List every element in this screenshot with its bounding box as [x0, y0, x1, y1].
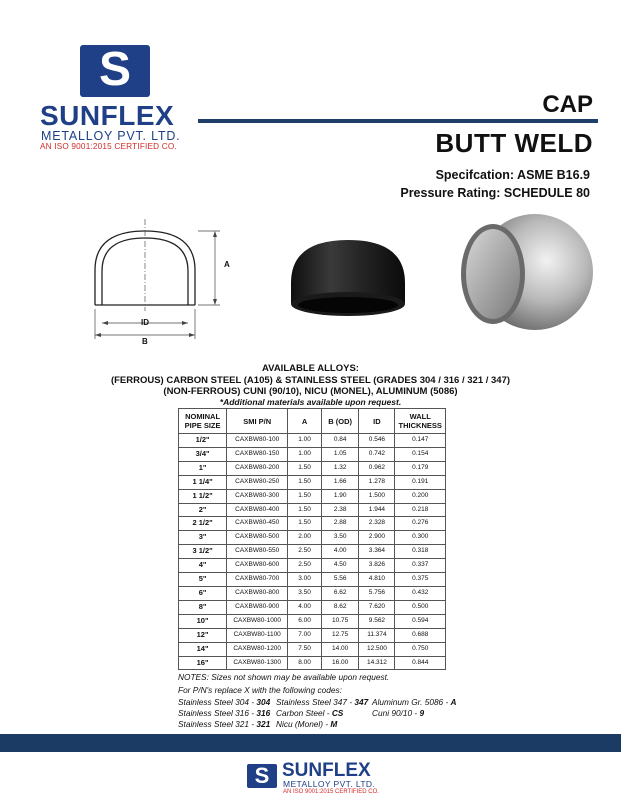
- table-cell: CAXBW80-1300: [227, 656, 288, 670]
- table-row: [179, 600, 446, 614]
- dimension-id-label: ID: [141, 318, 149, 327]
- material-code: [178, 708, 270, 718]
- table-cell: CAXBW80-100: [227, 434, 288, 448]
- table-cell: 6.00: [288, 614, 322, 628]
- pipe-size-cell: 3/4": [179, 447, 227, 461]
- table-row: [179, 447, 446, 461]
- alloys-heading: AVAILABLE ALLOYS:: [262, 363, 359, 374]
- material-code: [178, 697, 270, 707]
- table-cell: 2.00: [288, 531, 322, 545]
- material-code-value: 347: [354, 697, 369, 707]
- table-cell: 0.84: [321, 434, 359, 448]
- table-cell: 1.90: [321, 489, 359, 503]
- table-cell: 11.374: [359, 628, 395, 642]
- material-label: Aluminum Gr. 5086 -: [372, 697, 451, 707]
- table-cell: 5.56: [321, 573, 359, 587]
- pipe-size-cell: 1": [179, 461, 227, 475]
- pipe-size-cell: 14": [179, 642, 227, 656]
- page-title: CAP: [542, 91, 593, 118]
- table-cell: 1.50: [288, 503, 322, 517]
- table-cell: 1.66: [321, 475, 359, 489]
- logo-iso: AN ISO 9001:2015 CERTIFIED CO.: [40, 142, 177, 151]
- pipe-size-cell: 16": [179, 656, 227, 670]
- footer-brand: SUNFLEX: [282, 760, 371, 781]
- alloys-note: *Additional materials available upon request.: [219, 397, 402, 407]
- material-code: [276, 697, 368, 707]
- table-cell: 1.50: [288, 461, 322, 475]
- material-code-value: M: [330, 719, 338, 729]
- material-label: Stainless Steel 316 -: [178, 708, 257, 718]
- table-cell: 0.688: [395, 628, 446, 642]
- table-cell: 0.337: [395, 559, 446, 573]
- table-row: [179, 531, 446, 545]
- material-label: Carbon Steel -: [276, 708, 332, 718]
- table-cell: CAXBW80-700: [227, 573, 288, 587]
- material-code-value: CS: [331, 708, 344, 718]
- table-cell: CAXBW80-900: [227, 600, 288, 614]
- table-cell: CAXBW80-600: [227, 559, 288, 573]
- table-cell: 3.00: [288, 573, 322, 587]
- table-cell: CAXBW80-500: [227, 531, 288, 545]
- table-row: [179, 656, 446, 670]
- table-cell: 3.826: [359, 559, 395, 573]
- material-code-value: 316: [256, 708, 271, 718]
- stainless-steel-cap-image: [455, 212, 595, 337]
- table-row: [179, 475, 446, 489]
- table-cell: 0.318: [395, 545, 446, 559]
- column-header: WALL THICKNESS: [395, 409, 446, 434]
- table-cell: 1.50: [288, 517, 322, 531]
- table-cell: 0.962: [359, 461, 395, 475]
- table-cell: 10.75: [321, 614, 359, 628]
- column-header: A: [288, 409, 322, 434]
- column-header: SMI P/N: [227, 409, 288, 434]
- pipe-size-cell: 8": [179, 600, 227, 614]
- table-cell: 4.00: [321, 545, 359, 559]
- table-cell: 7.00: [288, 628, 322, 642]
- pipe-size-cell: 2 1/2": [179, 517, 227, 531]
- cap-technical-drawing: [85, 215, 245, 350]
- table-cell: 9.562: [359, 614, 395, 628]
- logo-s-glyph: S: [98, 43, 131, 96]
- dimension-a-label: A: [224, 260, 230, 269]
- table-cell: 4.00: [288, 600, 322, 614]
- table-cell: CAXBW80-150: [227, 447, 288, 461]
- table-cell: 4.50: [321, 559, 359, 573]
- table-cell: CAXBW80-400: [227, 503, 288, 517]
- table-cell: 2.50: [288, 559, 322, 573]
- table-cell: 1.50: [288, 475, 322, 489]
- table-row: [179, 461, 446, 475]
- table-cell: 3.50: [288, 586, 322, 600]
- table-cell: 0.750: [395, 642, 446, 656]
- table-cell: 1.05: [321, 447, 359, 461]
- column-header: ID: [359, 409, 395, 434]
- table-cell: 0.742: [359, 447, 395, 461]
- table-cell: CAXBW80-800: [227, 586, 288, 600]
- table-cell: 8.00: [288, 656, 322, 670]
- table-cell: CAXBW80-250: [227, 475, 288, 489]
- table-cell: 2.900: [359, 531, 395, 545]
- pressure-rating: Pressure Rating: SCHEDULE 80: [400, 186, 590, 200]
- specification: Specifcation: ASME B16.9: [435, 168, 590, 182]
- table-cell: CAXBW80-1100: [227, 628, 288, 642]
- table-cell: 4.810: [359, 573, 395, 587]
- material-code: [276, 719, 337, 729]
- table-cell: 0.844: [395, 656, 446, 670]
- table-cell: CAXBW80-450: [227, 517, 288, 531]
- table-cell: CAXBW80-1200: [227, 642, 288, 656]
- table-cell: 0.179: [395, 461, 446, 475]
- carbon-steel-cap-image: [285, 228, 415, 328]
- material-code: [372, 708, 424, 718]
- table-cell: CAXBW80-550: [227, 545, 288, 559]
- notes-line-1: NOTES: Sizes not shown may be available upon request.: [178, 672, 390, 682]
- pipe-size-cell: 5": [179, 573, 227, 587]
- table-cell: 0.200: [395, 489, 446, 503]
- table-cell: 7.50: [288, 642, 322, 656]
- table-row: [179, 573, 446, 587]
- material-label: Stainless Steel 347 -: [276, 697, 355, 707]
- material-code-value: 304: [256, 697, 271, 707]
- table-cell: 0.500: [395, 600, 446, 614]
- table-cell: 12.75: [321, 628, 359, 642]
- table-cell: 16.00: [321, 656, 359, 670]
- table-cell: 0.147: [395, 434, 446, 448]
- table-cell: 0.276: [395, 517, 446, 531]
- pipe-size-cell: 3": [179, 531, 227, 545]
- table-row: [179, 628, 446, 642]
- table-cell: 1.278: [359, 475, 395, 489]
- pipe-size-cell: 1 1/4": [179, 475, 227, 489]
- material-code: [178, 719, 270, 729]
- table-cell: 0.154: [395, 447, 446, 461]
- column-header: B (OD): [321, 409, 359, 434]
- material-label: Stainless Steel 304 -: [178, 697, 257, 707]
- table-row: [179, 517, 446, 531]
- table-cell: CAXBW80-1000: [227, 614, 288, 628]
- table-cell: 12.500: [359, 642, 395, 656]
- material-code: [276, 708, 343, 718]
- table-row: [179, 503, 446, 517]
- table-cell: 7.620: [359, 600, 395, 614]
- table-row: [179, 559, 446, 573]
- table-cell: 0.594: [395, 614, 446, 628]
- table-cell: 6.62: [321, 586, 359, 600]
- table-header-row: [179, 409, 446, 434]
- title-rule: [198, 119, 598, 123]
- table-row: [179, 614, 446, 628]
- table-cell: 0.218: [395, 503, 446, 517]
- table-cell: 1.944: [359, 503, 395, 517]
- material-label: Nicu (Monel) -: [276, 719, 331, 729]
- table-row: [179, 586, 446, 600]
- table-row: [179, 545, 446, 559]
- table-row: [179, 489, 446, 503]
- table-cell: 1.00: [288, 434, 322, 448]
- pipe-size-cell: 2": [179, 503, 227, 517]
- column-header: NOMINAL PIPE SIZE: [179, 409, 227, 434]
- table-cell: 0.191: [395, 475, 446, 489]
- logo-brand: SUNFLEX: [40, 100, 175, 131]
- footer-company: METALLOY PVT. LTD.: [283, 779, 376, 789]
- table-cell: CAXBW80-200: [227, 461, 288, 475]
- pipe-size-cell: 1/2": [179, 434, 227, 448]
- table-cell: CAXBW80-300: [227, 489, 288, 503]
- table-cell: 14.00: [321, 642, 359, 656]
- table-cell: 2.38: [321, 503, 359, 517]
- table-cell: 8.62: [321, 600, 359, 614]
- table-cell: 0.375: [395, 573, 446, 587]
- pipe-size-cell: 10": [179, 614, 227, 628]
- table-cell: 5.756: [359, 586, 395, 600]
- alloys-ferrous: (FERROUS) CARBON STEEL (A105) & STAINLESS STEEL (GRADES 304 / 316 / 321 / 347): [110, 375, 511, 386]
- table-cell: 1.500: [359, 489, 395, 503]
- table-cell: 2.88: [321, 517, 359, 531]
- pipe-size-cell: 12": [179, 628, 227, 642]
- footer-band: [0, 734, 621, 752]
- table-cell: 3.364: [359, 545, 395, 559]
- pipe-size-cell: 1 1/2": [179, 489, 227, 503]
- table-cell: 0.432: [395, 586, 446, 600]
- alloys-nonferrous: (NON-FERROUS) CUNI (90/10), NICU (MONEL), ALUMINUM (5086): [163, 386, 458, 397]
- pipe-size-cell: 3 1/2": [179, 545, 227, 559]
- pipe-size-cell: 4": [179, 559, 227, 573]
- footer-logo-s-glyph: S: [254, 763, 270, 788]
- table-cell: 2.328: [359, 517, 395, 531]
- logo-company: METALLOY PVT. LTD.: [41, 129, 181, 143]
- pipe-size-cell: 6": [179, 586, 227, 600]
- footer-iso: AN ISO 9001:2015 CERTIFIED CO.: [283, 789, 379, 795]
- table-cell: 1.00: [288, 447, 322, 461]
- material-code-value: A: [450, 697, 457, 707]
- table-cell: 1.50: [288, 489, 322, 503]
- table-body: [179, 434, 446, 670]
- dimension-b-label: B: [142, 337, 148, 346]
- material-label: Stainless Steel 321 -: [178, 719, 257, 729]
- material-label: Cuni 90/10 -: [372, 708, 420, 718]
- dimension-table: [178, 408, 446, 670]
- table-cell: 1.32: [321, 461, 359, 475]
- table-cell: 2.50: [288, 545, 322, 559]
- table-row: [179, 642, 446, 656]
- material-code-value: 321: [256, 719, 271, 729]
- material-code-value: 9: [419, 708, 425, 718]
- notes-line-2: For P/N's replace X with the following codes:: [178, 685, 342, 695]
- table-cell: 14.312: [359, 656, 395, 670]
- page-subtitle: BUTT WELD: [435, 128, 593, 158]
- table-cell: 0.546: [359, 434, 395, 448]
- table-cell: 0.300: [395, 531, 446, 545]
- table-cell: 3.50: [321, 531, 359, 545]
- table-row: [179, 434, 446, 448]
- material-code: [372, 697, 457, 707]
